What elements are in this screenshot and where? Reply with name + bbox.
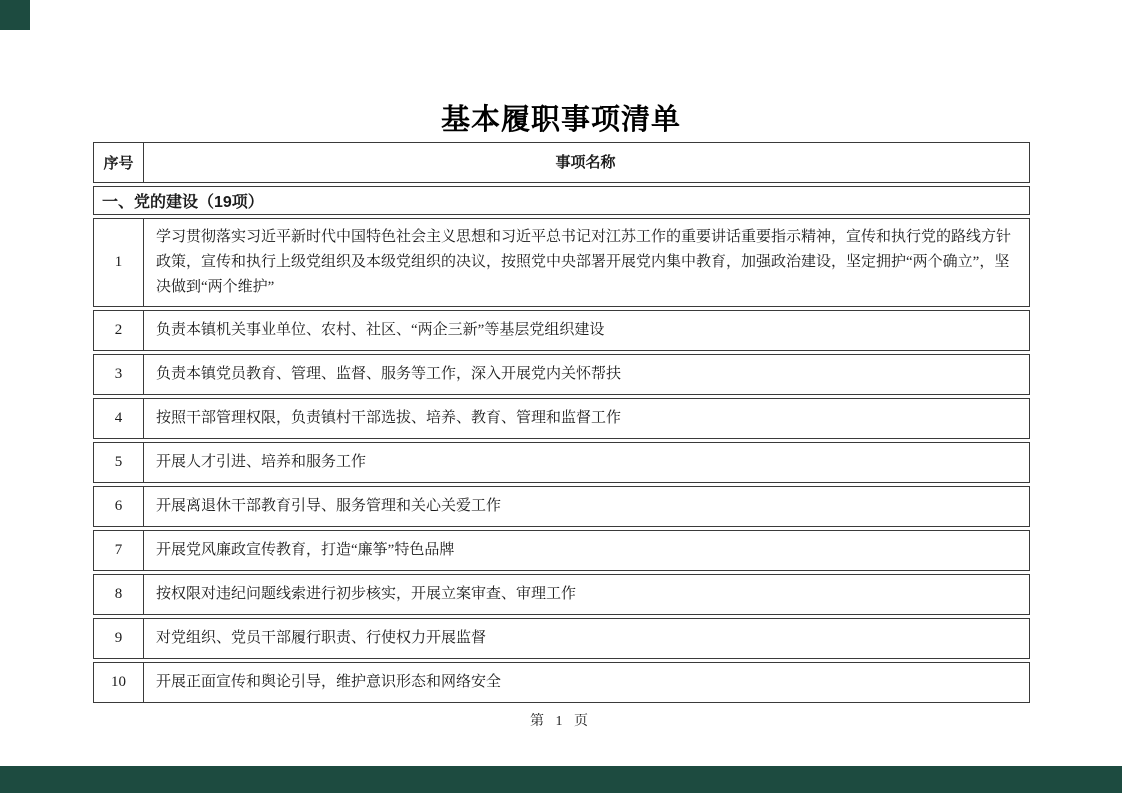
page-title: 基本履职事项清单 bbox=[440, 104, 681, 136]
row-item-text: 开展党风廉政宣传教育，打造“廉筝”特色品牌 bbox=[156, 542, 455, 558]
row-number: 1 bbox=[94, 219, 144, 306]
table-row bbox=[93, 310, 1030, 351]
viewer-background-bottom bbox=[0, 766, 1122, 793]
row-number: 9 bbox=[94, 619, 144, 658]
row-number: 7 bbox=[94, 531, 144, 570]
row-item-text: 学习贯彻落实习近平新时代中国特色社会主义思想和习近平总书记对江苏工作的重要讲话重要指示精神，宣传和执行党的路线方针政策，宣传和执行上级党组织及本级党组织的决议，按照党中央部署开展党内集中教育，加强政治建设，坚定拥护“两个确立”，坚决做到“两个维护” bbox=[156, 229, 1012, 295]
column-header-number: 序号 bbox=[94, 143, 144, 182]
column-header-item-name: 事项名称 bbox=[555, 154, 616, 171]
row-number: 2 bbox=[94, 311, 144, 350]
row-item-text: 按权限对违纪问题线索进行初步核实，开展立案审查、审理工作 bbox=[156, 586, 577, 602]
row-item-text: 对党组织、党员干部履行职责、行使权力开展监督 bbox=[156, 630, 487, 646]
table-row bbox=[93, 662, 1030, 703]
page-number: 第 1 页 bbox=[530, 714, 592, 729]
row-item-text: 负责本镇党员教育、管理、监督、服务等工作，深入开展党内关怀帮扶 bbox=[156, 366, 622, 382]
row-number: 4 bbox=[94, 399, 144, 438]
row-item-text: 按照干部管理权限，负责镇村干部选拔、培养、教育、管理和监督工作 bbox=[156, 410, 622, 426]
table-row bbox=[93, 530, 1030, 571]
table-row bbox=[93, 618, 1030, 659]
row-number: 5 bbox=[94, 443, 144, 482]
table-row bbox=[93, 218, 1030, 307]
table-row bbox=[93, 354, 1030, 395]
row-item-text: 开展离退休干部教育引导、服务管理和关心关爱工作 bbox=[156, 498, 502, 514]
row-number: 3 bbox=[94, 355, 144, 394]
row-item-text: 开展正面宣传和舆论引导，维护意识形态和网络安全 bbox=[156, 674, 502, 690]
table-row bbox=[93, 442, 1030, 483]
row-number: 8 bbox=[94, 575, 144, 614]
table-row bbox=[93, 486, 1030, 527]
section-title: 一、党的建设（19项） bbox=[102, 194, 264, 211]
duties-table bbox=[93, 142, 1030, 706]
table-row bbox=[93, 398, 1030, 439]
table-row bbox=[93, 574, 1030, 615]
row-number: 10 bbox=[94, 663, 144, 702]
row-item-text: 开展人才引进、培养和服务工作 bbox=[156, 454, 367, 470]
row-number: 6 bbox=[94, 487, 144, 526]
row-item-text: 负责本镇机关事业单位、农村、社区、“两企三新”等基层党组织建设 bbox=[156, 322, 605, 338]
table-header-row bbox=[93, 142, 1030, 183]
table-body bbox=[93, 218, 1030, 703]
section-header-row bbox=[93, 186, 1030, 215]
